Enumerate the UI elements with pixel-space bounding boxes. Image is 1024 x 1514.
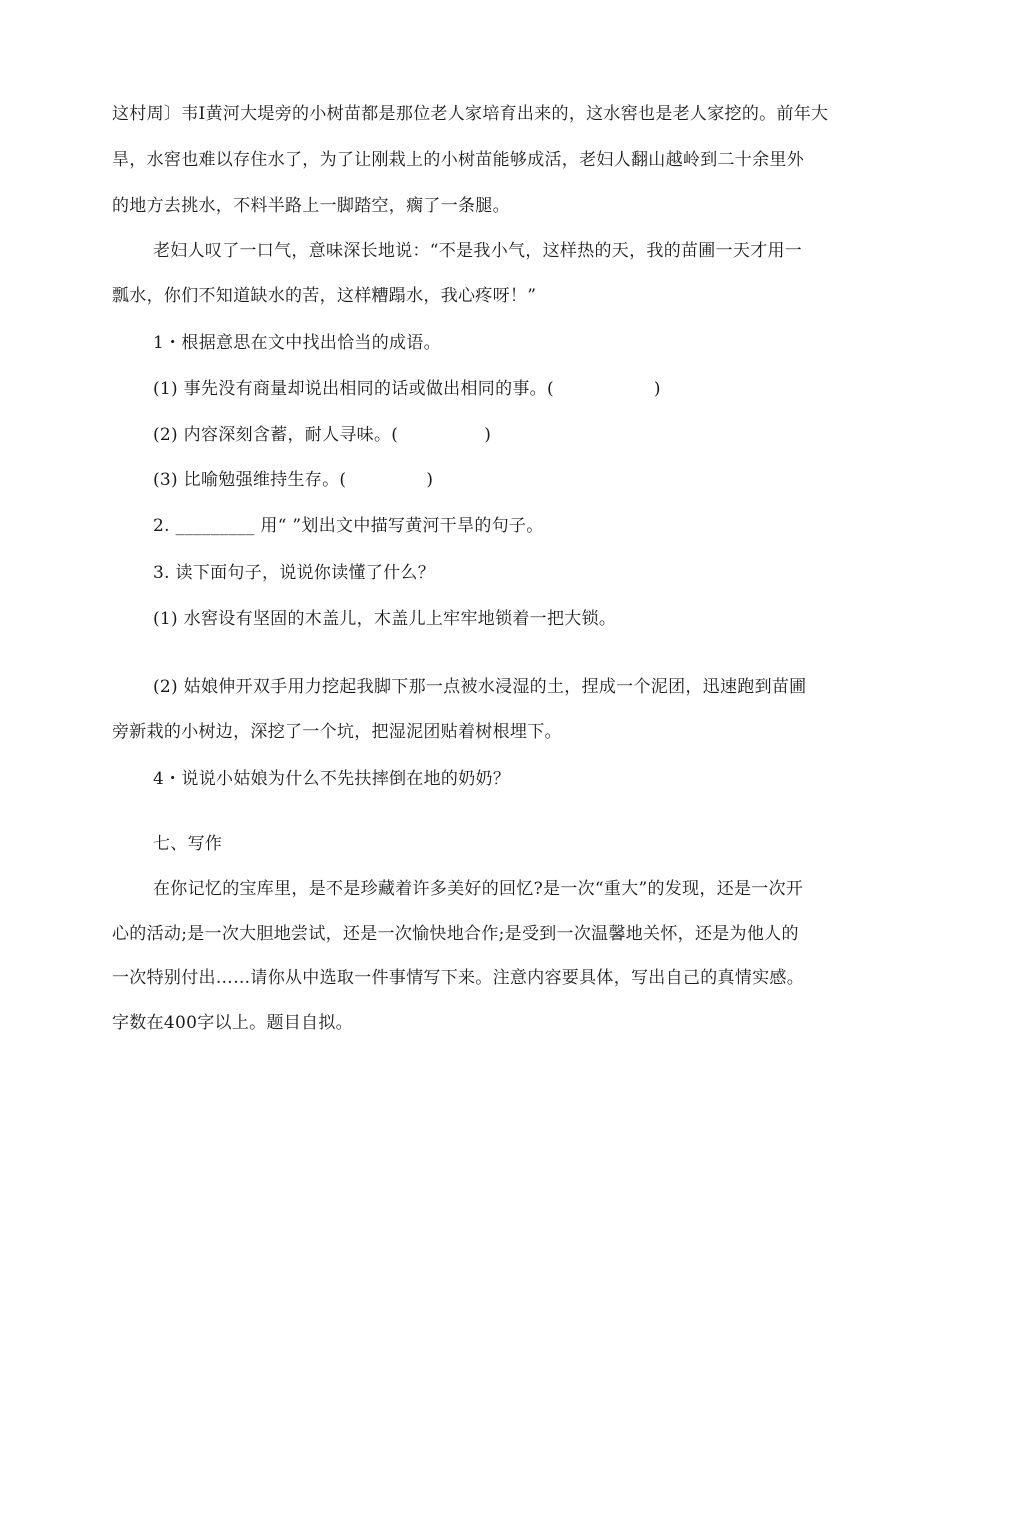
passage-line: 旱，水窖也难以存住水了，为了让刚栽上的小树苗能够成活，老妇人翻山越岭到二十余里外 — [112, 150, 804, 170]
question-text: (1) 事先没有商量却说出相同的话或做出相同的事。( — [153, 379, 554, 399]
question-3-item-2-cont: 旁新栽的小树边，深挖了一个坑，把湿泥团贴着树根埋下。 — [112, 722, 562, 742]
question-3-item-1: (1) 水窖设有坚固的木盖儿，木盖儿上牢牢地锁着一把大锁。 — [153, 609, 617, 629]
question-text: (3) 比喻勉强维持生存。( — [153, 470, 347, 490]
question-3: 3. 读下面句子，说说你读懂了什么？ — [153, 563, 436, 583]
question-1-item-2 — [153, 423, 491, 447]
close-paren: ) — [653, 379, 661, 399]
question-text: (2) 内容深刻含蓄，耐人寻味。( — [153, 425, 399, 445]
question-4: 4・说说小姑娘为什么不先扶摔倒在地的奶奶？ — [153, 769, 511, 789]
writing-prompt-line: 一次特别付出……请你从中选取一件事情写下来。注意内容要具体，写出自己的真情实感。 — [112, 968, 804, 988]
close-paren: ) — [426, 470, 434, 490]
question-1: 1・根据意思在文中找出恰当的成语。 — [153, 333, 441, 353]
passage-line: 这村周〕韦I黄河大堤旁的小树苗都是那位老人家培育出来的，这水窖也是老人家挖的。前年大 — [112, 104, 829, 124]
close-paren: ) — [484, 425, 492, 445]
passage-line: 的地方去挑水，不料半路上一脚踏空，瘸了一条腿。 — [112, 196, 510, 216]
question-3-item-2: (2) 姑娘伸开双手用力挖起我脚下那一点被水浸湿的土，捏成一个泥团，迅速跑到苗圃 — [153, 677, 807, 697]
question-2: 2. _________ 用“ ”划出文中描写黄河干旱的句子。 — [153, 516, 544, 536]
question-1-item-3 — [153, 468, 433, 492]
writing-prompt-line: 字数在400字以上。题目自拟。 — [112, 1013, 353, 1033]
passage-line: 老妇人叹了一口气，意味深长地说：“不是我小气，这样热的天，我的苗圃一天才用一 — [153, 241, 803, 261]
passage-line: 瓢水，你们不知道缺水的苦，这样糟蹋水，我心疼呀！” — [112, 286, 537, 306]
writing-prompt-line: 心的活动;是一次大胆地尝试，还是一次愉快地合作;是受到一次温馨地关怀，还是为他人的 — [112, 924, 799, 944]
writing-prompt-line: 在你记忆的宝库里，是不是珍藏着许多美好的回忆?是一次“重大”的发现，还是一次开 — [153, 879, 804, 899]
section-heading-writing: 七、写作 — [153, 834, 223, 854]
question-1-item-1 — [153, 377, 661, 401]
